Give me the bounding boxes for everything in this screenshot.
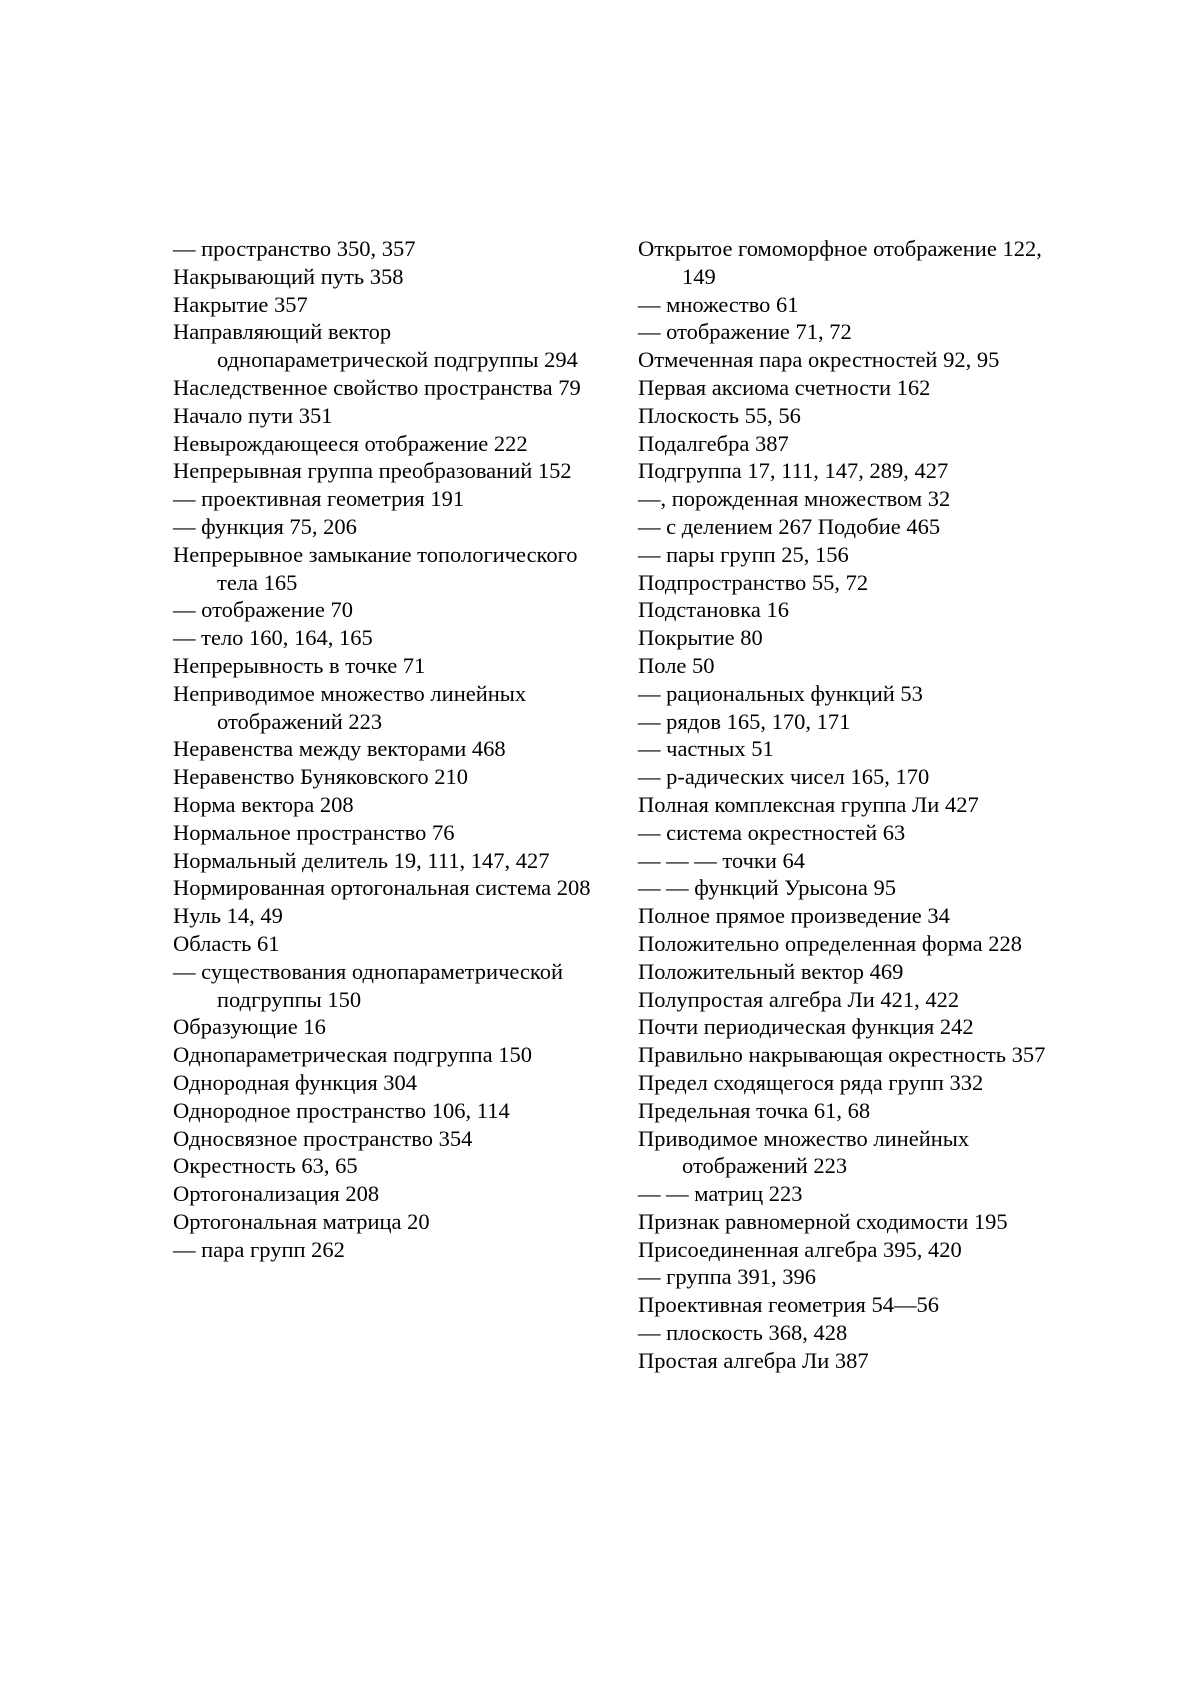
index-entry: — отображение 71, 72 (638, 318, 1058, 346)
index-entry: — функция 75, 206 (173, 513, 593, 541)
index-entry: Предельная точка 61, 68 (638, 1097, 1058, 1125)
index-entry: Приводимое множество линейных отображений 223 (638, 1125, 1058, 1181)
index-entry: — — функций Урысона 95 (638, 874, 1058, 902)
index-entry: — существования однопараметрической подгруппы 150 (173, 958, 593, 1014)
index-entry: Подгруппа 17, 111, 147, 289, 427 (638, 457, 1058, 485)
index-entry: Непрерывная группа преобразований 152 (173, 457, 593, 485)
index-entry: Полная комплексная группа Ли 427 (638, 791, 1058, 819)
index-entry: Отмеченная пара окрестностей 92, 95 (638, 346, 1058, 374)
index-entry: Однородная функция 304 (173, 1069, 593, 1097)
index-entry: Почти периодическая функция 242 (638, 1013, 1058, 1041)
index-entry: Поле 50 (638, 652, 1058, 680)
index-entry: Нормальный делитель 19, 111, 147, 427 (173, 847, 593, 875)
index-entry: Первая аксиома счетности 162 (638, 374, 1058, 402)
index-entry: — — матриц 223 (638, 1180, 1058, 1208)
index-entry: Присоединенная алгебра 395, 420 (638, 1236, 1058, 1264)
index-entry: Открытое гомоморфное отображение 122, 149 (638, 235, 1058, 291)
index-entry: — рациональных функций 53 (638, 680, 1058, 708)
index-entry: Нормированная ортогональная система 208 (173, 874, 593, 902)
index-entry: Положительно определенная форма 228 (638, 930, 1058, 958)
index-entry: Неприводимое множество линейных отображений 223 (173, 680, 593, 736)
index-entry: — с делением 267 Подобие 465 (638, 513, 1058, 541)
index-entry: — проективная геометрия 191 (173, 485, 593, 513)
index-entry: Окрестность 63, 65 (173, 1152, 593, 1180)
index-entry: — отображение 70 (173, 596, 593, 624)
index-entry: Подпространство 55, 72 (638, 569, 1058, 597)
index-entry: Нормальное пространство 76 (173, 819, 593, 847)
index-entry: —, порожденная множеством 32 (638, 485, 1058, 513)
index-entry: Положительный вектор 469 (638, 958, 1058, 986)
index-entry: Простая алгебра Ли 387 (638, 1347, 1058, 1375)
index-column-left (173, 235, 593, 1263)
index-entry: Признак равномерной сходимости 195 (638, 1208, 1058, 1236)
index-entry: Наследственное свойство пространства 79 (173, 374, 593, 402)
index-entry: Накрывающий путь 358 (173, 263, 593, 291)
index-entry: — пары групп 25, 156 (638, 541, 1058, 569)
index-entry: Норма вектора 208 (173, 791, 593, 819)
index-entry: Нуль 14, 49 (173, 902, 593, 930)
index-entry: Невырождающееся отображение 222 (173, 430, 593, 458)
index-entry: Направляющий вектор однопараметрической подгруппы 294 (173, 318, 593, 374)
index-entry: Покрытие 80 (638, 624, 1058, 652)
index-entry: Подалгебра 387 (638, 430, 1058, 458)
index-entry: Неравенства между векторами 468 (173, 735, 593, 763)
index-entry: — пара групп 262 (173, 1236, 593, 1264)
index-entry: Неравенство Буняковского 210 (173, 763, 593, 791)
index-entry: Ортогональная матрица 20 (173, 1208, 593, 1236)
index-entry: Начало пути 351 (173, 402, 593, 430)
index-entry: — пространство 350, 357 (173, 235, 593, 263)
index-entry: Односвязное пространство 354 (173, 1125, 593, 1153)
index-entry: — тело 160, 164, 165 (173, 624, 593, 652)
index-entry: Подстановка 16 (638, 596, 1058, 624)
index-entry: Накрытие 357 (173, 291, 593, 319)
index-entry: — множество 61 (638, 291, 1058, 319)
index-entry: Непрерывность в точке 71 (173, 652, 593, 680)
index-entry: Полное прямое произведение 34 (638, 902, 1058, 930)
index-entry: — плоскость 368, 428 (638, 1319, 1058, 1347)
index-entry: Однородное пространство 106, 114 (173, 1097, 593, 1125)
index-entry: Правильно накрывающая окрестность 357 (638, 1041, 1058, 1069)
index-entry: — частных 51 (638, 735, 1058, 763)
index-entry: Образующие 16 (173, 1013, 593, 1041)
index-entry: Область 61 (173, 930, 593, 958)
index-entry: Однопараметрическая подгруппа 150 (173, 1041, 593, 1069)
index-entry: Предел сходящегося ряда групп 332 (638, 1069, 1058, 1097)
index-entry: — — — точки 64 (638, 847, 1058, 875)
index-entry: Непрерывное замыкание топологического тела 165 (173, 541, 593, 597)
index-entry: — группа 391, 396 (638, 1263, 1058, 1291)
index-entry: Проективная геометрия 54—56 (638, 1291, 1058, 1319)
index-entry: Плоскость 55, 56 (638, 402, 1058, 430)
index-column-right (638, 235, 1058, 1375)
index-page (0, 0, 1200, 1698)
index-entry: — p-адических чисел 165, 170 (638, 763, 1058, 791)
index-entry: — система окрестностей 63 (638, 819, 1058, 847)
index-entry: Полупростая алгебра Ли 421, 422 (638, 986, 1058, 1014)
index-entry: Ортогонализация 208 (173, 1180, 593, 1208)
index-entry: — рядов 165, 170, 171 (638, 708, 1058, 736)
